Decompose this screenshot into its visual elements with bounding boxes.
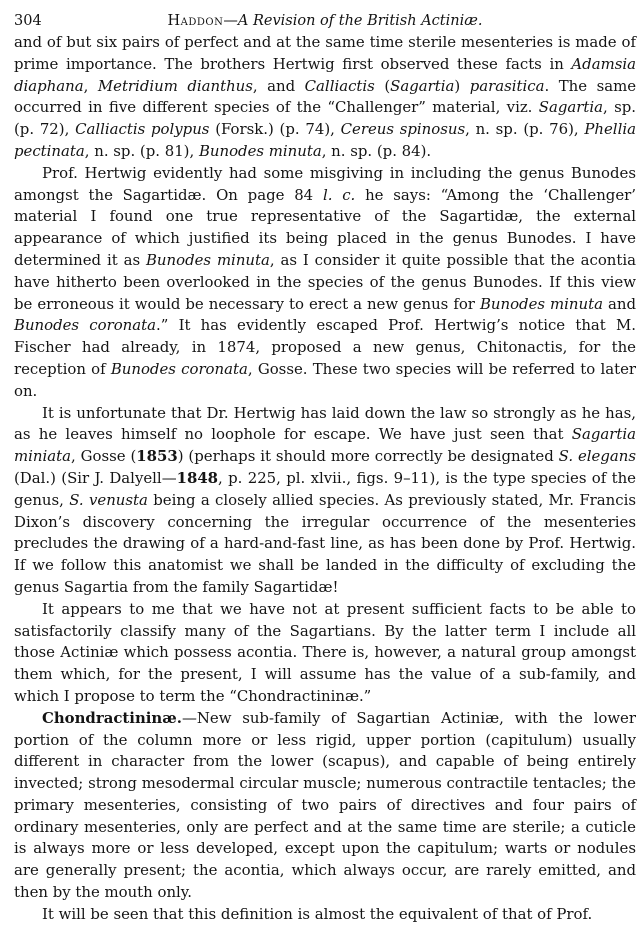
running-title [14,10,636,32]
text-run: , n. sp. (p. 84). [321,141,432,160]
species-name: Bunodes minuta [145,250,270,269]
citation-year: 1853 [136,447,178,466]
paragraph-5-definition [14,708,636,904]
species-name: Cereus spinosus [340,120,466,139]
text-run: , n. sp. (p. 81), [84,141,199,160]
header-author: Haddon [167,13,224,29]
body-text [14,32,636,926]
species-name: S. venusta [69,490,148,509]
text-run: (Forsk.) (p. 74), [209,120,341,139]
text-run: he says: “Among the ‘Challenger’ material I found one true representative of the Sagartidæ, the external appearance of which justified its being placed in the genus Bunodes. I have determined it as [14,185,636,269]
text-run: ) (perhaps it should more correctly be designated [177,447,559,466]
genus-name: Sagartia [390,76,455,95]
text-run: .” It has evidently escaped Prof. Hertwig’s notice that M. Fischer had already, in 1874, proposed a new genus, Chitonactis, for the reception of [14,316,636,378]
text-run: , Gosse. These two species will be referred to later on. [14,359,637,400]
text-run: . The same occurred in five different species of the “Challenger” material, viz. [14,76,637,117]
species-name: parasitica [469,76,545,95]
text-run: and of but six pairs of perfect and at the same time sterile mesenteries is made of prime importance. The brothers Hertwig first observed these facts in [14,33,636,73]
text-run: , [83,76,98,95]
species-name: Bunodes coronata [14,316,157,335]
genus-name: Calliactis [304,76,375,95]
header-title: A Revision of the British Actiniæ. [237,13,483,29]
page-number: 304 [14,13,42,29]
text-run: ) [454,76,470,95]
text-run: , n. sp. (p. 76), [465,120,585,139]
running-header [14,10,636,32]
document-page [14,10,636,926]
text-run: and [602,294,637,313]
subfamily-heading: Chondractininæ. [42,708,182,727]
species-name: Bunodes coronata [110,359,248,378]
paragraph-4 [14,599,636,708]
text-run: It will be seen that this definition is almost the equivalent of that of Prof. [42,904,593,923]
citation-abbrev: l. c. [322,185,356,204]
text-run: Prof. Hertwig evidently had some misgiving in including the genus Bunodes amongst the Sagartidæ. On page 84 [14,163,636,204]
text-run: , and [252,76,305,95]
species-name: Sagartia miniata [14,425,636,466]
species-name: Adamsia diaphana [14,54,636,95]
text-run: , as I consider it quite possible that the acontia have hitherto been overlooked in the species of the genus Bunodes. If this view be erroneous it would be necessary to erect a new genus for [14,250,636,313]
text-run: It is unfortunate that Dr. Hertwig has laid down the law so strongly as he has, as he leaves himself no loophole for escape. We have just seen that [14,403,636,444]
species-name: S. elegans [558,447,636,466]
species-name: Metridium dianthus [97,76,253,95]
text-run: , Gosse ( [70,447,137,466]
paragraph-2 [14,163,636,403]
text-run: It appears to me that we have not at present sufficient facts to be able to satisfactorily classify many of the Sagartians. By the latter term I include all those Actiniæ which possess acontia. There is, however, a natural group amongst them which, for the present, I will assume has the value of a sub-family, and which I propose to term the “Chondractininæ.” [14,599,636,705]
text-run: , p. 225, pl. xlvii., figs. 9–11), is the type species of the genus, [14,468,636,509]
paragraph-6 [14,904,636,926]
species-name: Bunodes minuta [198,141,322,160]
species-name: Bunodes minuta [479,294,603,313]
species-name: Calliactis polypus [75,120,210,139]
text-run: ( [374,76,391,95]
genus-name: Sagartia [538,98,603,117]
text-run: being a closely allied species. As previously stated, Mr. Francis Dixon’s discovery concerning the irregular occurrence of the mesenteries precludes the drawing of a hard-and-fast line, as has been done by Prof. Hertwig. If we follow this anatomist we shall be landed in the difficulty of excluding the genus Sagartia from the family Sagartidæ! [14,490,636,596]
text-run: (Dal.) (Sir J. Dalyell— [14,468,177,487]
header-dash: — [223,13,238,29]
paragraph-3 [14,403,636,599]
text-run: —New sub-family of Sagartian Actiniæ, with the lower portion of the column more or less rigid, upper portion (capitulum) usually different in character from the lower (scapus), and capable of being entirely invected; strong mesodermal circular muscle; numerous contractile tentacles; the primary mesenteries, consisting of two pairs of directives and four pairs of ordinary mesenteries, only are perfect and at the same time are sterile; a cuticle is always more or less developed, except upon the capitulum; warts or nodules are generally present; the acontia, which always occur, are rarely emitted, and then by the mouth only. [14,708,636,902]
paragraph-1 [14,32,636,163]
text-run: , sp. (p. 72), [14,98,636,139]
citation-year: 1848 [176,468,219,487]
species-name: Phellia pectinata [14,120,636,160]
